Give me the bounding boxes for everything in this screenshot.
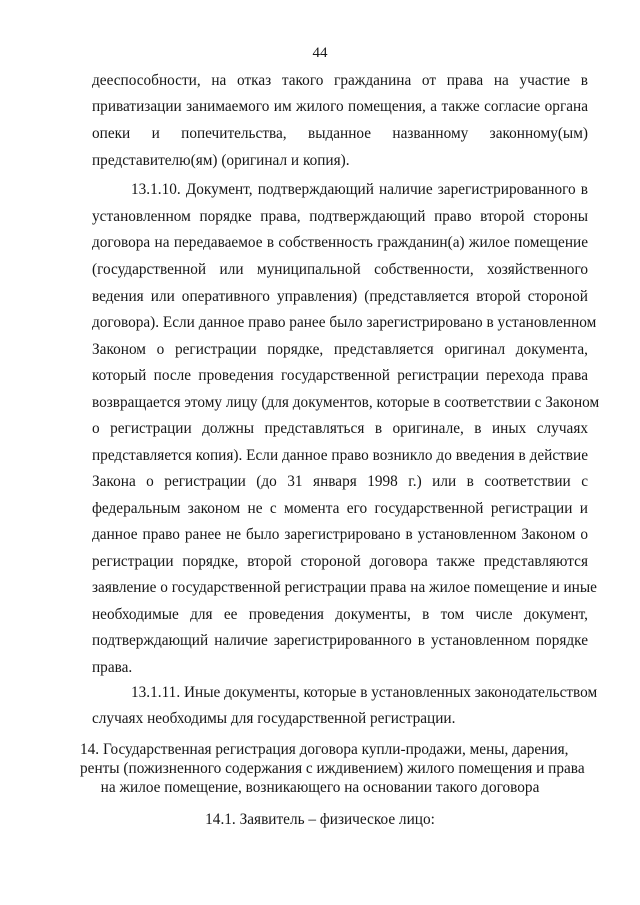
page-number: 44 bbox=[312, 45, 328, 61]
paragraph-2-line-4: (государственной или муниципальной собственности, хозяйственного bbox=[92, 261, 588, 278]
section-heading-line-1: 14. Государственная регистрация договора купли-продажи, мены, дарения, bbox=[80, 741, 569, 758]
paragraph-3-line-2: случаях необходимы для государственной регистрации. bbox=[92, 710, 456, 727]
paragraph-2-line-7: Законом о регистрации порядке, представляется оригинал документа, bbox=[92, 341, 588, 358]
paragraph-2-line-19: права. bbox=[92, 659, 133, 676]
paragraph-2-line-3: договора на передаваемое в собственность гражданин(а) жилое помещение bbox=[92, 234, 588, 251]
paragraph-2-line-14: данное право ранее не было зарегистрировано в установленном Законом о bbox=[92, 526, 588, 543]
paragraph-2-line-16: заявление о государственной регистрации права на жилое помещение и иные bbox=[92, 579, 597, 596]
paragraph-2-line-13: федеральным законом не с момента его государственной регистрации и bbox=[92, 500, 588, 517]
paragraph-1-line-1: дееспособности, на отказ такого гражданина от права на участие в bbox=[92, 72, 588, 89]
paragraph-1-line-4: представителю(ям) (оригинал и копия). bbox=[92, 152, 350, 169]
paragraph-2-line-2: установленном порядке права, подтверждающий право второй стороны bbox=[92, 208, 588, 225]
paragraph-2-line-9: возвращается этому лицу (для документов, которые в соответствии с Законом bbox=[92, 394, 600, 411]
section-heading-line-3: на жилое помещение, возникающего на основании такого договора bbox=[100, 779, 540, 796]
paragraph-2-line-1: 13.1.10. Документ, подтверждающий наличие зарегистрированного в bbox=[131, 181, 588, 198]
paragraph-2-line-8: который после проведения государственной регистрации перехода права bbox=[92, 367, 588, 384]
paragraph-2-line-12: Закона о регистрации (до 31 января 1998 г.) или в соответствии с bbox=[92, 473, 588, 490]
section-heading-line-2: ренты (пожизненного содержания с иждивением) жилого помещения и права bbox=[80, 760, 585, 777]
paragraph-2-line-15: регистрации порядке, второй стороной договора также представляются bbox=[92, 553, 588, 570]
paragraph-2-line-11: представляется копия). Если данное право возникло до введения в действие bbox=[92, 447, 588, 464]
paragraph-1-line-2: приватизации занимаемого им жилого помещения, а также согласие органа bbox=[92, 98, 588, 115]
subsection-heading: 14.1. Заявитель – физическое лицо: bbox=[205, 811, 435, 828]
paragraph-2-line-6: договора). Если данное право ранее было зарегистрировано в установленном bbox=[92, 314, 597, 331]
paragraph-1-line-3: опеки и попечительства, выданное названному законному(ым) bbox=[92, 125, 588, 142]
paragraph-2-line-18: подтверждающий наличие зарегистрированного в установленном порядке bbox=[92, 632, 588, 649]
paragraph-2-line-10: о регистрации должны представляться в оригинале, в иных случаях bbox=[92, 420, 588, 437]
paragraph-3-line-1: 13.1.11. Иные документы, которые в установленных законодательством bbox=[131, 684, 598, 701]
paragraph-2-line-5: ведения или оперативного управления) (представляется второй стороной bbox=[92, 288, 588, 305]
paragraph-2-line-17: необходимые для ее проведения документы, в том числе документ, bbox=[92, 606, 588, 623]
